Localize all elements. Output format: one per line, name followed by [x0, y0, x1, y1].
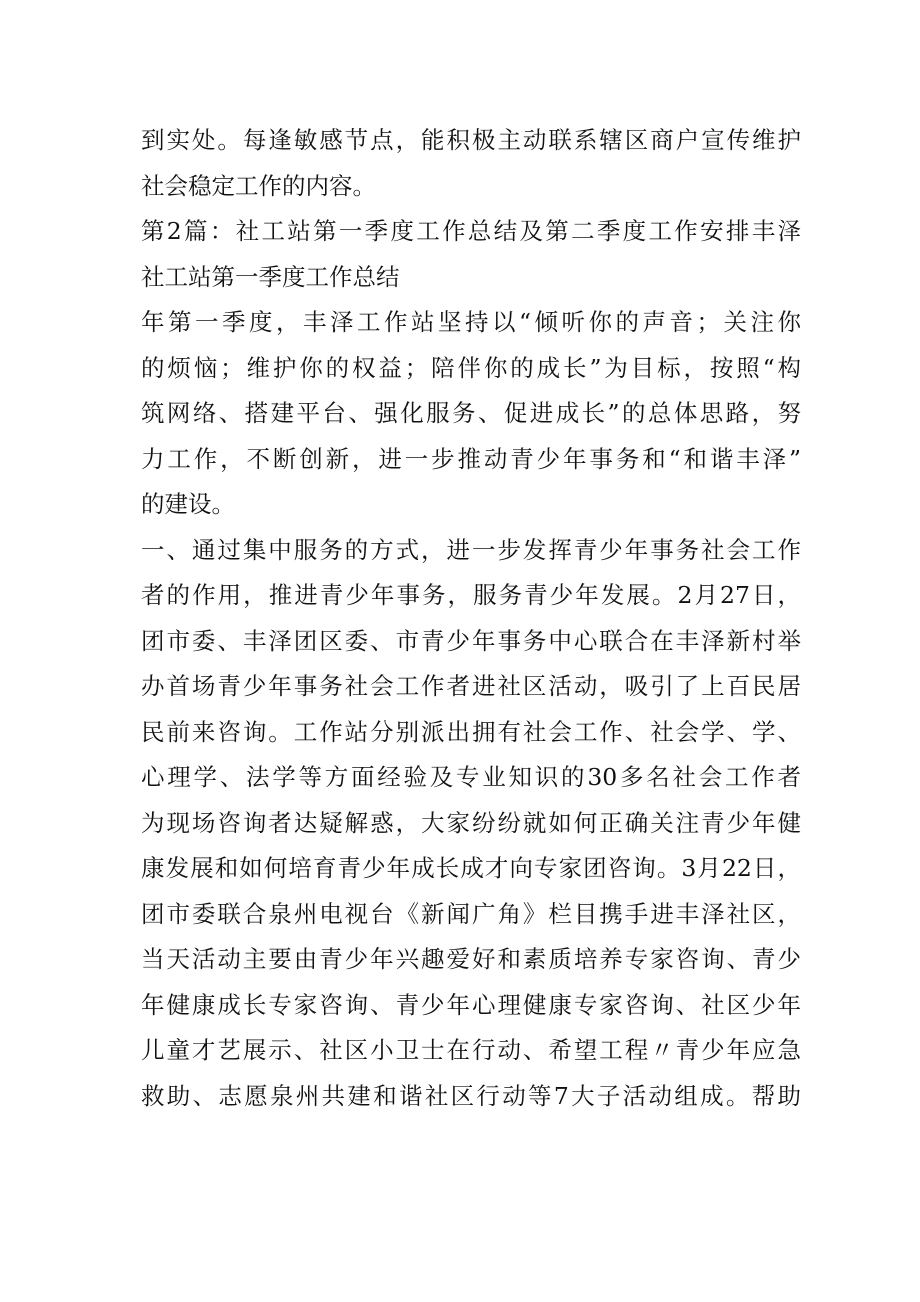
text-line: 者的作用，推进青少年事务，服务青少年发展。2月27日，: [141, 581, 801, 609]
text-line: 团市委、丰泽团区委、市青少年事务中心联合在丰泽新村举: [141, 626, 801, 655]
text-line: 团市委联合泉州电视台《新闻广角》栏目携手进丰泽社区，: [141, 899, 801, 928]
text-line: 到实处。每逢敏感节点，能积极主动联系辖区商户宣传维护: [141, 126, 801, 154]
text-line: 社会稳定工作的内容。: [141, 171, 376, 200]
text-line: 为现场咨询者达疑解惑，大家纷纷就如何正确关注青少年健: [141, 808, 801, 837]
text-line: 年第一季度，丰泽工作站坚持以“倾听你的声音；关注你: [141, 308, 801, 336]
text-line: 一、通过集中服务的方式，进一步发挥青少年事务社会工作: [141, 535, 801, 564]
text-line: 年健康成长专家咨询、青少年心理健康专家咨询、社区少年: [141, 990, 801, 1019]
text-line: 民前来咨询。工作站分别派出拥有社会工作、社会学、学、: [141, 717, 801, 746]
text-line: 第2篇：社工站第一季度工作总结及第二季度工作安排丰泽: [141, 217, 801, 245]
document-body: [141, 118, 801, 1119]
text-line: 当天活动主要由青少年兴趣爱好和素质培养专家咨询、青少: [141, 945, 801, 973]
text-line: 儿童才艺展示、社区小卫士在行动、希望工程〃青少年应急: [141, 1036, 801, 1064]
text-line: 的烦恼；维护你的权益；陪伴你的成长”为目标，按照“构: [141, 353, 801, 382]
text-line: 筑网络、搭建平台、强化服务、促进成长”的总体思路，努: [141, 399, 801, 427]
text-line: 心理学、法学等方面经验及专业知识的30多名社会工作者: [141, 763, 801, 791]
text-line: 康发展和如何培育青少年成长成才向专家团咨询。3月22日，: [141, 854, 801, 882]
text-line: 社工站第一季度工作总结: [141, 262, 400, 291]
text-line: 救助、志愿泉州共建和谐社区行动等7大子活动组成。帮助: [141, 1081, 801, 1110]
text-line: 办首场青少年事务社会工作者进社区活动，吸引了上百民居: [141, 672, 801, 700]
text-line: 力工作，不断创新，进一步推动青少年事务和“和谐丰泽”: [141, 444, 801, 473]
text-line: 的建设。: [141, 490, 235, 518]
